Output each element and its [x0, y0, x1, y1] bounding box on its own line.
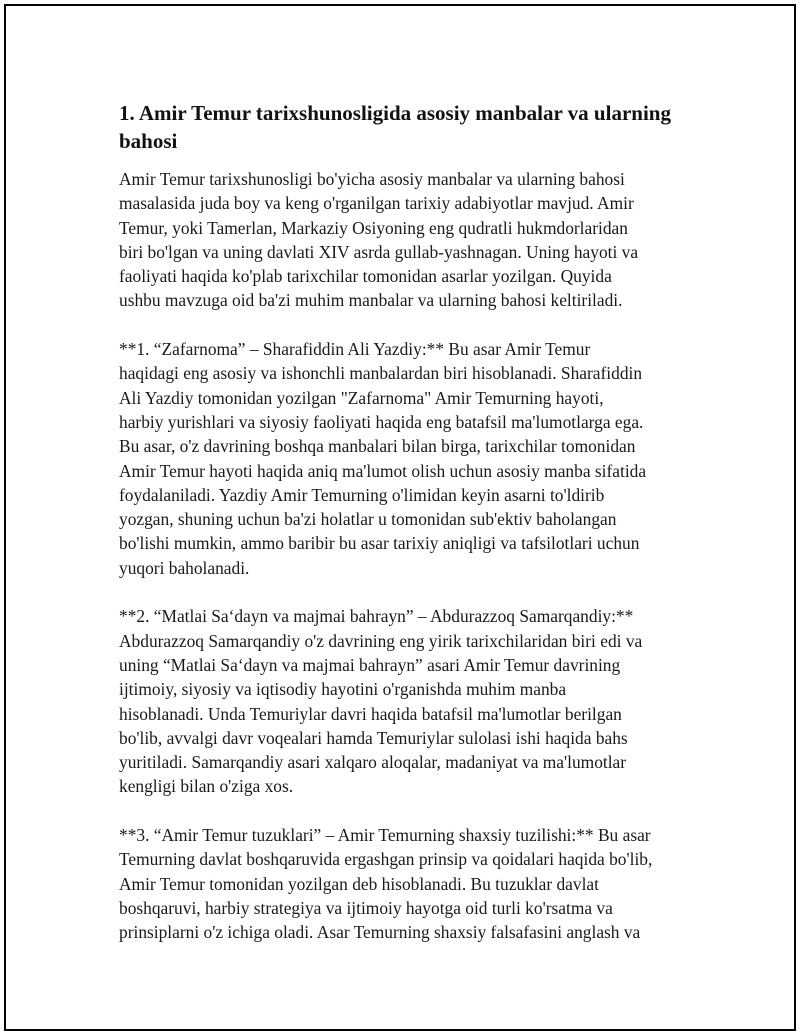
text-line: hisoblanadi. Unda Temuriylar davri haqida batafsil ma'lumotlar berilgan	[119, 703, 622, 724]
text-line: **3. “Amir Temur tuzuklari” – Amir Temurning shaxsiy tuzilishi:** Bu asar	[119, 825, 651, 846]
text-line: foydalaniladi. Yazdiy Amir Temurning o'limidan keyin asarni to'ldirib	[119, 484, 605, 505]
text-line: uning “Matlai Sa‘dayn va majmai bahrayn” asari Amir Temur davrining	[119, 654, 621, 675]
paragraph-tuzuklar	[119, 823, 689, 944]
heading-line: 1. Amir Temur tarixshunosligida asosiy manbalar va ularning	[119, 101, 671, 125]
text-line: harbiy yurishlari va siyosiy faoliyati haqida eng batafsil ma'lumotlarga ega.	[119, 411, 644, 432]
text-line: yuritiladi. Samarqandiy asari xalqaro aloqalar, madaniyat va ma'lumotlar	[119, 752, 627, 773]
text-line: masalasida juda boy va keng o'rganilgan tarixiy adabiyotlar mavjud. Amir	[119, 193, 634, 214]
paragraph-intro	[119, 167, 689, 313]
text-line: **2. “Matlai Sa‘dayn va majmai bahrayn” – Abdurazzoq Samarqandiy:**	[119, 606, 634, 627]
document-content	[119, 99, 689, 969]
text-line: Temur, yoki Tamerlan, Markaziy Osiyoning eng qudratli hukmdorlaridan	[119, 217, 628, 238]
text-line: yozgan, shuning uchun ba'zi holatlar u tomonidan sub'ektiv baholangan	[119, 509, 617, 530]
text-line: Amir Temur tomonidan yozilgan deb hisoblanadi. Bu tuzuklar davlat	[119, 873, 599, 894]
text-line: ijtimoiy, siyosiy va iqtisodiy hayotini o'rganishda muhim manba	[119, 679, 567, 700]
text-line: kengligi bilan o'ziga xos.	[119, 776, 294, 797]
text-line: prinsiplarni o'z ichiga oladi. Asar Temurning shaxsiy falsafasini anglash va	[119, 922, 641, 943]
text-line: bo'lishi mumkin, ammo baribir bu asar tarixiy aniqligi va tafsilotlari uchun	[119, 533, 640, 554]
text-line: Bu asar, o'z davrining boshqa manbalari bilan birga, tarixchilar tomonidan	[119, 436, 636, 457]
text-line: **1. “Zafarnoma” – Sharafiddin Ali Yazdiy:** Bu asar Amir Temur	[119, 339, 591, 360]
document-page	[4, 4, 796, 1031]
text-line: Temurning davlat boshqaruvida ergashgan prinsip va qoidalari haqida bo'lib,	[119, 849, 653, 870]
text-line: boshqaruvi, harbiy strategiya va ijtimoiy hayotga oid turli ko'rsatma va	[119, 897, 613, 918]
text-line: ushbu mavzuga oid ba'zi muhim manbalar va ularning bahosi keltiriladi.	[119, 290, 623, 311]
paragraph-zafarnoma	[119, 337, 689, 580]
text-line: faoliyati haqida ko'plab tarixchilar tomonidan asarlar yozilgan. Quyida	[119, 266, 612, 287]
text-line: yuqori baholanadi.	[119, 557, 250, 578]
section-heading	[119, 99, 689, 155]
text-line: haqidagi eng asosiy va ishonchli manbalardan biri hisoblanadi. Sharafiddin	[119, 363, 643, 384]
text-line: Amir Temur hayoti haqida aniq ma'lumot olish uchun asosiy manba sifatida	[119, 460, 647, 481]
paragraph-matlai-sadayn	[119, 604, 689, 798]
heading-line: bahosi	[119, 129, 178, 153]
text-line: Abdurazzoq Samarqandiy o'z davrining eng yirik tarixchilaridan biri edi va	[119, 630, 643, 651]
text-line: Ali Yazdiy tomonidan yozilgan "Zafarnoma" Amir Temurning hayoti,	[119, 387, 604, 408]
text-line: Amir Temur tarixshunosligi bo'yicha asosiy manbalar va ularning bahosi	[119, 169, 625, 189]
text-line: biri bo'lgan va uning davlati XIV asrda gullab-yashnagan. Uning hayoti va	[119, 241, 639, 262]
text-line: bo'lib, avvalgi davr voqealari hamda Temuriylar sulolasi ishi haqida bahs	[119, 727, 628, 748]
